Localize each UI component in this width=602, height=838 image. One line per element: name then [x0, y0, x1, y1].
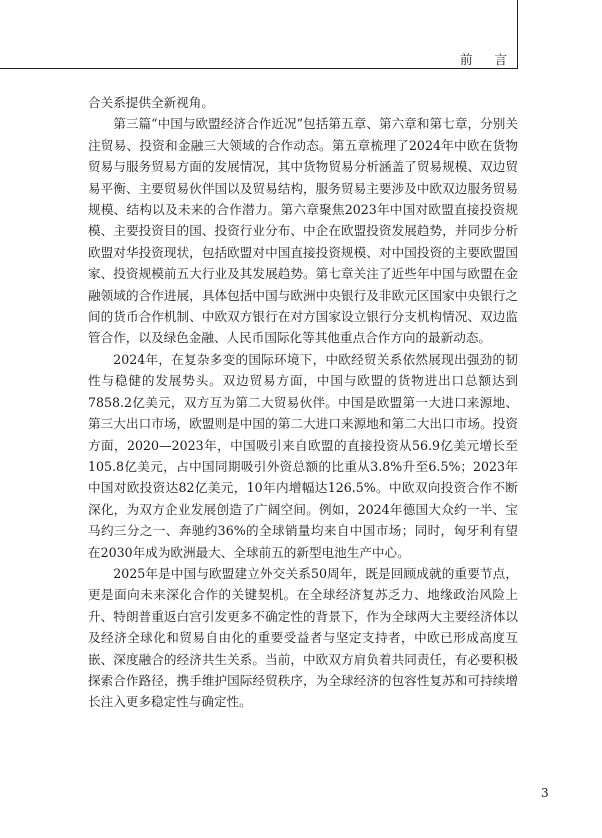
header-rule	[0, 0, 518, 69]
paragraph: 第三篇“中国与欧盟经济合作近况”包括第五章、第六章和第七章，分别关注贸易、投资和金融三大领域的合作动态。第五章梳理了2024年中欧在货物贸易与服务贸易方面的发展情况，其中货物贸易分析涵盖了贸易规模、双边贸易平衡、主要贸易伙伴国以及贸易结构，服务贸易主要涉及中欧双边服务贸易规模、结构以及未来的合作潜力。第六章聚焦2023年中国对欧盟直接投资规模、主要投资目的国、投资行业分布、中企在欧盟投资发展趋势，并同步分析欧盟对华投资现状，包括欧盟对中国直接投资规模、对中国投资的主要欧盟国家、投资规模前五大行业及其发展趋势。第七章关注了近些年中国与欧盟在金融领域的合作进展，具体包括中国与欧洲中央银行及非欧元区国家中央银行之间的货币合作机制、中欧双方银行在对方国家设立银行分支机构情况、双边监管合作，以及绿色金融、人民币国际化等其他重点合作方向的最新动态。	[88, 116, 518, 346]
paragraph: 2024年，在复杂多变的国际环境下，中欧经贸关系依然展现出强劲的韧性与稳健的发展势头。双边贸易方面，中国与欧盟的货物进出口总额达到7858.2亿美元，双方互为第二大贸易伙伴。中国是欧盟第一大进口来源地、第三大出口市场，欧盟则是中国的第二大进口来源地和第二大出口市场。投资方面，2020—2023年，中国吸引来自欧盟的直接投资从56.9亿美元增长至105.8亿美元，占中国同期吸引外资总额的比重从3.8%升至6.5%；2023年中国对欧投资达82亿美元，10年内增幅达126.5%。中欧双向投资合作不断深化，为双方企业发展创造了广阔空间。例如，2024年德国大众约一半、宝马约三分之一、奔驰约36%的全球销量均来自中国市场；同时，匈牙利有望在2030年成为欧洲最大、全球前五的新型电池生产中心。	[88, 351, 518, 560]
running-header-title: 前言	[460, 52, 530, 67]
body-text	[88, 92, 518, 713]
page-number: 3	[541, 786, 549, 800]
paragraph-continuation: 合关系提供全新视角。	[88, 95, 214, 110]
paragraph: 2025年是中国与欧盟建立外交关系50周年，既是回顾成就的重要节点，更是面向未来深化合作的关键契机。在全球经济复苏乏力、地缘政治风险上升、特朗普重返白宫引发更多不确定性的背景下，作为全球两大主要经济体以及经济全球化和贸易自由化的重要受益者与坚定支持者，中欧已形成高度互嵌、深度融合的经济共生关系。当前，中欧双方肩负着共同责任，有必要积极探索合作路径，携手维护国际经贸秩序，为全球经济的包容性复苏和可持续增长注入更多稳定性与确定性。	[88, 565, 518, 710]
